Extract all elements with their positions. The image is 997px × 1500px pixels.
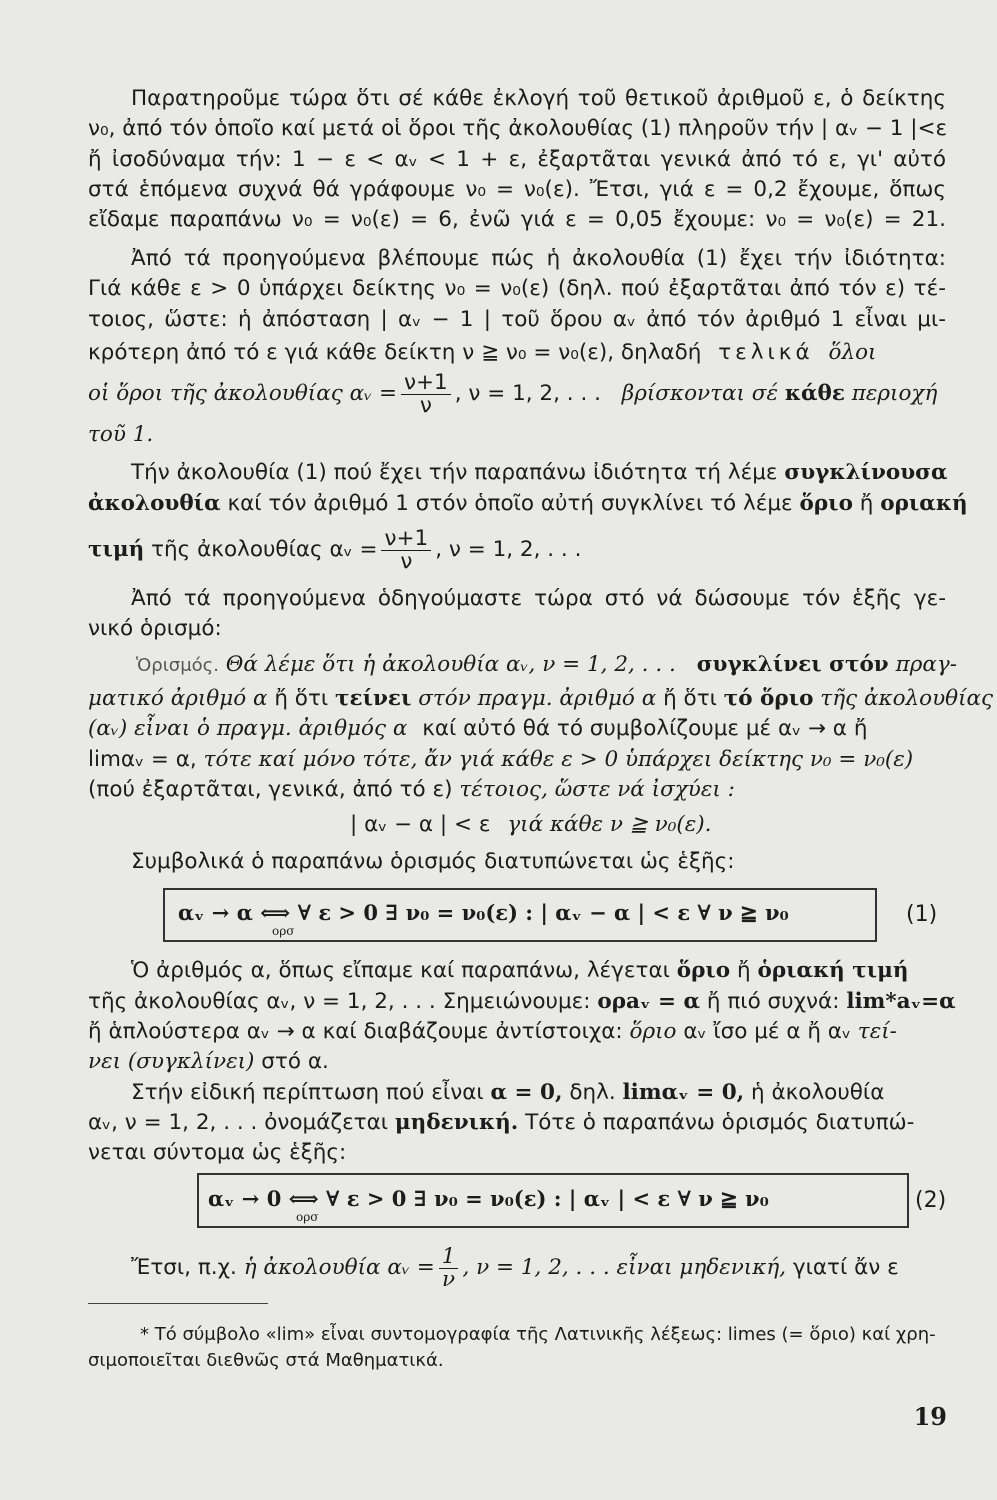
formula-1: αᵥ → α ⟺ ∀ ε > 0 ∃ ν₀ = ν₀(ε) : | αᵥ − α | < ε ∀ ν ≧ ν₀ — [178, 900, 789, 925]
text-segment: , ν = 1, 2, . . . — [435, 537, 582, 562]
text-segment: αᵥ, ν = 1, 2, . . . ὀνομάζεται — [88, 1110, 389, 1135]
footnote-rule — [88, 1303, 268, 1304]
footnote-line: * Τό σύμβολο «lim» εἶναι συντομογραφία τῆς Λατινικῆς λέξεως: limes (= ὅριο) καί χρη- — [140, 1324, 936, 1345]
page-number: 19 — [913, 1402, 947, 1431]
denominator: ν — [419, 392, 432, 418]
text-line: εἴδαμε παραπάνω ν₀ = ν₀(ε) = 6, ἐνῶ γιά ε = 0,05 ἔχουμε: ν₀ = ν₀(ε) = 21. — [88, 207, 946, 232]
definition-line — [88, 684, 994, 714]
text-segment: (αᵥ) εἶναι ὁ πραγμ. ἀριθμός α — [88, 716, 408, 741]
text-segment: ἤ ὅτι — [663, 686, 717, 711]
text-segment: Τήν ἀκολουθία (1) πού ἔχει τήν παραπάνω ἰδιότητα τή λέμε — [131, 460, 778, 485]
bold-term: συγκλίνει στόν — [696, 652, 889, 677]
text-segment: τῆς ἀκολουθίας αᵥ, ν = 1, 2, . . . Σημειώνουμε: — [88, 989, 591, 1014]
numerator: ν+1 — [381, 528, 431, 551]
definition-label: Ὁρισμός. — [136, 655, 219, 676]
text-line: ν₀, ἀπό τόν ὁποῖο καί μετά οἱ ὅροι τῆς ἀκολουθίας (1) πληροῦν τήν | αᵥ − 1 |<ε — [88, 116, 948, 141]
text-line — [88, 1108, 946, 1138]
line-text: κρότερη ἀπό τό ε γιά κάθε δείκτη ν ≧ ν₀ = ν₀(ε), δηλαδή — [88, 340, 702, 365]
text-segment: αᵥ ἴσο μέ α ἤ αᵥ — [683, 1019, 851, 1044]
definition-line — [88, 714, 946, 744]
text-segment: καί τόν ἀριθμό 1 στόν ὁποῖο αὐτή συγκλίνει τό λέμε — [227, 491, 793, 516]
text-line — [88, 489, 968, 519]
bold-term: συγκλίνουσα — [784, 460, 948, 485]
text-segment: ἡ ἀκολουθία — [750, 1080, 885, 1105]
text-line: νεται σύντομα ὡς ἑξῆς: — [88, 1140, 347, 1165]
definition-line — [136, 650, 957, 681]
numerator: 1 — [439, 1246, 459, 1269]
text-segment: , ν = 1, 2, . . . — [454, 381, 601, 406]
text-segment: τεί- — [857, 1019, 897, 1044]
equation-tag-2: (2) — [915, 1188, 947, 1213]
text-segment: βρίσκονται σέ — [621, 381, 778, 406]
text-line: στά ἑπόμενα συχνά θά γράφουμε ν₀ = ν₀(ε). Ἔτσι, γιά ε = 0,2 ἔχουμε, ὅπως — [88, 177, 946, 202]
definition-line — [88, 775, 946, 805]
text-line: νικό ὁρισμό: — [88, 616, 222, 641]
text-segment: γιά κάθε ν ≧ ν₀(ε). — [507, 812, 712, 837]
bold-term: μηδενική. — [394, 1110, 519, 1135]
text-segment: | αᵥ − α | < ε — [350, 812, 491, 837]
bold-term: α = 0, — [490, 1080, 563, 1105]
text-segment: καί αὐτό θά τό συμβολίζουμε μέ αᵥ → α ἤ — [422, 716, 868, 741]
text-line — [88, 338, 946, 368]
text-line: τοιος, ὥστε: ἡ ἀπόσταση | αᵥ − 1 | τοῦ ὅρου αᵥ ἀπό τόν ἀριθμό 1 εἶναι μι- — [88, 307, 946, 332]
under-label: ορσ — [272, 924, 295, 938]
denominator: ν — [400, 548, 413, 574]
definition-line — [350, 810, 850, 840]
text-segment: δηλ. — [569, 1080, 616, 1105]
text-line: τοῦ 1. — [88, 422, 154, 447]
text-line: ἤ ἰσοδύναμα τήν: 1 − ε < αᵥ < 1 + ε, ἐξαρτᾶται γενικά ἀπό τό ε, γι' αὐτό — [88, 147, 946, 172]
fraction — [381, 525, 431, 574]
footnote-line: σιμοποιεῖται διεθνῶς στά Μαθηματικά. — [88, 1350, 444, 1371]
text-line — [131, 956, 946, 986]
text-line: Ἀπό τά προηγούμενα ὁδηγούμαστε τώρα στό νά δώσουμε τόν ἑξῆς γε- — [131, 586, 946, 611]
bold-term: lim*aᵥ=α — [846, 989, 956, 1014]
fraction-line — [88, 522, 946, 578]
text-segment: (πού ἐξαρτᾶται, γενικά, ἀπό τό ε) — [88, 777, 453, 802]
under-label: ορσ — [296, 1210, 319, 1224]
text-segment: νει (συγκλίνει) — [88, 1049, 255, 1074]
text-line: Παρατηροῦμε τώρα ὅτι σέ κάθε ἐκλογή τοῦ θετικοῦ ἀριθμοῦ ε, ὁ δείκτης — [131, 86, 946, 111]
text-segment: Ὁ ἀριθμός α, ὅπως εἴπαμε καί παραπάνω, λέγεται — [131, 958, 670, 983]
text-segment: ἤ — [859, 491, 874, 516]
text-segment: τέτοιος, ὥστε νά ἰσχύει : — [459, 777, 735, 802]
text-segment: περιοχή — [851, 381, 938, 406]
text-line — [88, 1047, 946, 1077]
bold-term: τιμή — [88, 537, 145, 562]
bold-term: ὁριακή τιμή — [757, 958, 909, 983]
text-segment: Τότε ὁ παραπάνω ὁρισμός διατυπώ- — [525, 1110, 915, 1135]
denominator: ν — [442, 1266, 456, 1292]
fraction-line — [88, 366, 946, 422]
text-line — [131, 1078, 946, 1108]
text-segment: στό α. — [261, 1049, 329, 1074]
text-segment: ἤ ὅτι — [274, 686, 329, 711]
text-segment: ὅριο — [629, 1019, 677, 1044]
bold-term: ορaᵥ = α — [597, 989, 701, 1014]
fraction — [401, 369, 451, 418]
spaced-word: τελικά — [718, 340, 814, 365]
text-segment: τῆς ἀκολουθίας — [820, 686, 994, 711]
text-segment: , ν = 1, 2, . . . εἶναι μηδενική, — [462, 1255, 787, 1280]
bold-term: ὅριο — [799, 491, 853, 516]
bold-term: limαᵥ = 0, — [622, 1080, 745, 1105]
definition-line — [88, 745, 946, 775]
text-line — [88, 1017, 946, 1047]
text-segment: Στήν εἰδική περίπτωση πού εἶναι — [131, 1080, 484, 1105]
bold-term: ὅριο — [676, 958, 731, 983]
text-segment: ἡ ἀκολουθία αᵥ = — [243, 1255, 435, 1280]
text-line — [88, 987, 956, 1017]
equation-tag-1: (1) — [906, 902, 938, 927]
formula-2: αᵥ → 0 ⟺ ∀ ε > 0 ∃ ν₀ = ν₀(ε) : | αᵥ | < ε ∀ ν ≧ ν₀ — [208, 1186, 769, 1211]
bold-word: κάθε — [784, 381, 845, 406]
bold-term: ἀκολουθία — [88, 491, 221, 516]
text-segment: οἱ ὅροι τῆς ἀκολουθίας αᵥ = — [88, 381, 397, 406]
text-line: Γιά κάθε ε > 0 ὑπάρχει δείκτης ν₀ = ν₀(ε) (δηλ. πού ἐξαρτᾶται ἀπό τόν ε) τέ- — [88, 276, 946, 301]
italic-word: ὅλοι — [828, 340, 877, 365]
text-segment: Θά λέμε ὅτι ἡ ἀκολουθία αᵥ, ν = 1, 2, . . . — [225, 652, 676, 677]
text-segment: τῆς ἀκολουθίας αᵥ = — [151, 537, 378, 562]
text-segment: limαᵥ = α, — [88, 747, 197, 772]
text-segment: ἤ — [737, 958, 751, 983]
bold-term: οριακή — [880, 491, 968, 516]
text-line: Συμβολικά ὁ παραπάνω ὁρισμός διατυπώνεται ὡς ἑξῆς: — [131, 849, 735, 874]
text-segment: ἤ πιό συχνά: — [706, 989, 840, 1014]
text-segment: Ἔτσι, π.χ. — [131, 1255, 237, 1280]
text-segment: ματικό ἀριθμό α — [88, 686, 268, 711]
fraction — [439, 1243, 459, 1292]
example-line — [131, 1240, 946, 1296]
text-line: Ἀπό τά προηγούμενα βλέπουμε πώς ἡ ἀκολουθία (1) ἔχει τήν ἰδιότητα: — [131, 246, 946, 271]
text-segment: στόν πραγμ. ἀριθμό α — [418, 686, 657, 711]
numerator: ν+1 — [401, 372, 451, 395]
text-line — [131, 458, 946, 488]
text-segment: ἤ ἁπλούστερα αᵥ → α καί διαβάζουμε ἀντίστοιχα: — [88, 1019, 623, 1044]
text-segment: πραγ- — [895, 652, 957, 677]
text-segment: τότε καί μόνο τότε, ἄν γιά κάθε ε > 0 ὑπάρχει δείκτης ν₀ = ν₀(ε) — [203, 747, 914, 772]
bold-term: τό ὅριο — [723, 686, 814, 711]
bold-term: τείνει — [335, 686, 412, 711]
text-segment: γιατί ἄν ε — [792, 1255, 899, 1280]
